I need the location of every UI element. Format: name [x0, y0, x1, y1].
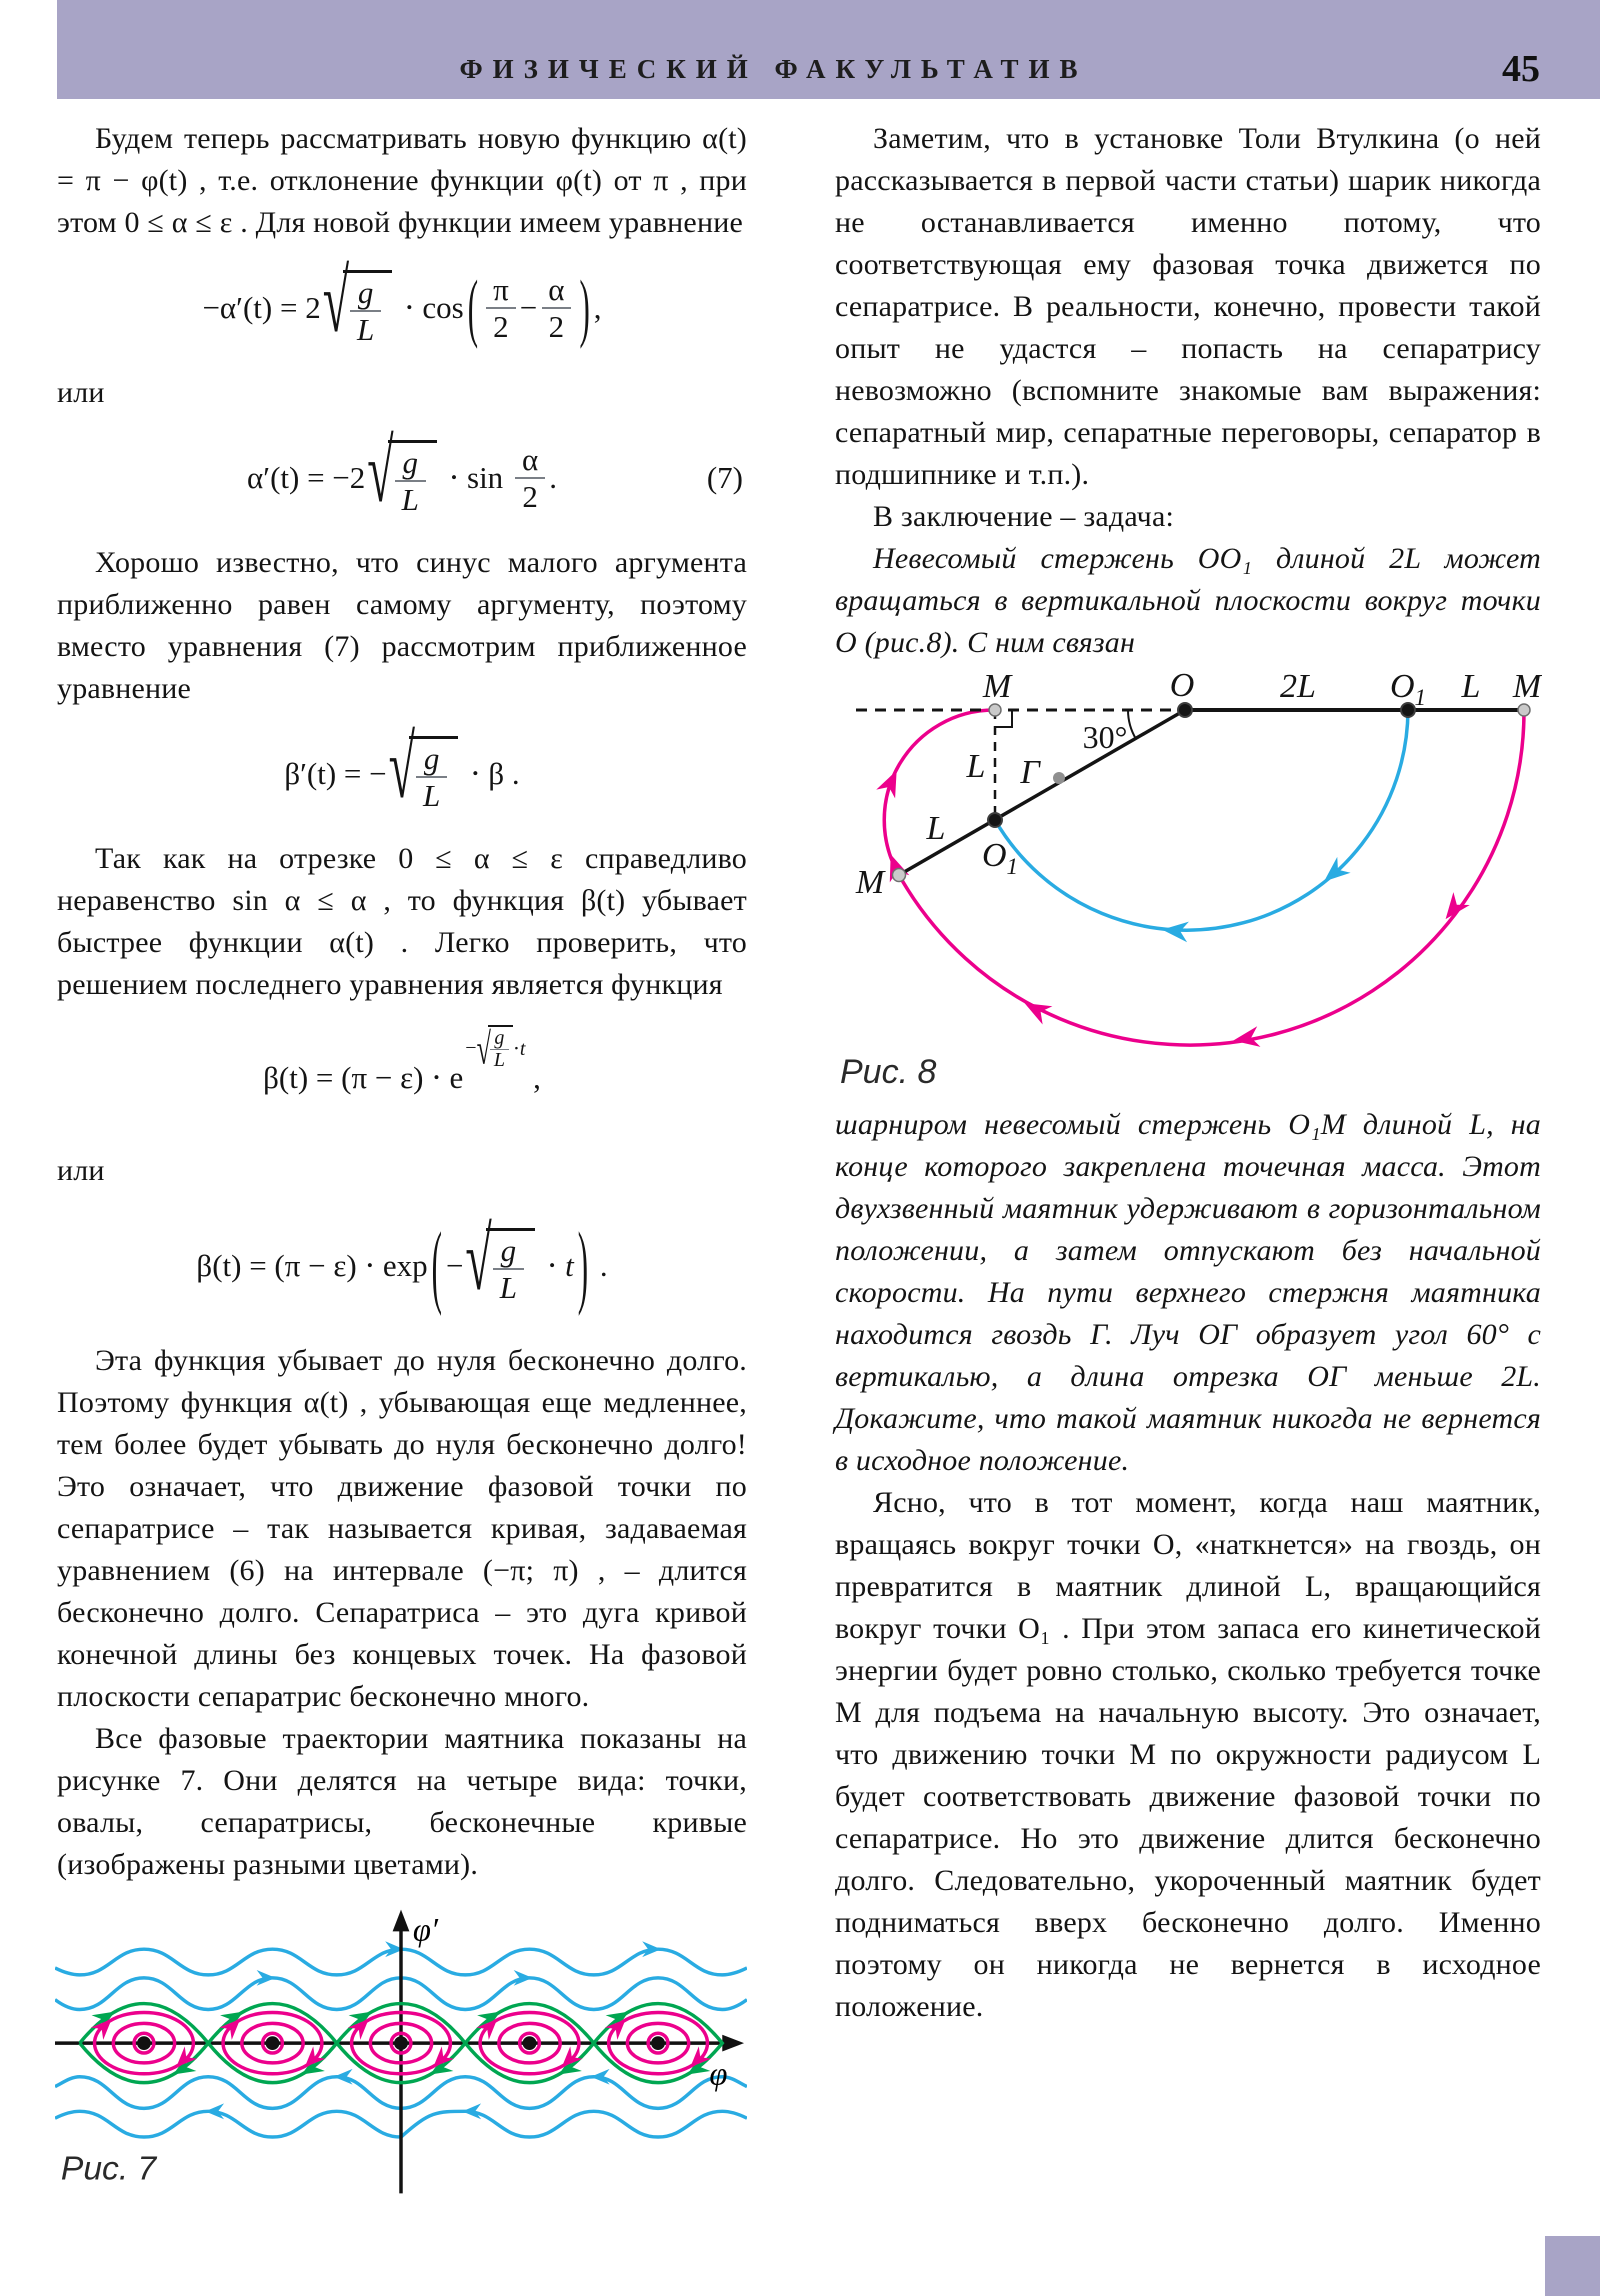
figure8-caption: Рис. 8 — [840, 1053, 937, 1091]
radical — [367, 423, 437, 522]
label-nail: Г — [1020, 754, 1040, 791]
math-token: ⋅t — [512, 1037, 526, 1060]
label-o: O — [1169, 670, 1195, 704]
page-number: 45 — [1502, 48, 1540, 90]
label-o1-top: $O_1$ — [1389, 670, 1427, 710]
paragraph: Хорошо известно, что синус малого аргумента приближенно равен самому аргументу, поэтому вместо уравнения (7) рассмотрим приближенное уравнение — [57, 546, 747, 705]
math-token: . — [511, 756, 520, 791]
math-token: ⋅ sin — [440, 460, 511, 495]
rod-inclined — [899, 710, 1185, 875]
figure8-labels — [855, 670, 1542, 901]
radical — [465, 1211, 535, 1310]
corner-decoration — [1545, 2236, 1600, 2296]
equation-1 — [57, 252, 747, 364]
radical — [322, 253, 393, 352]
math-token: L — [493, 1268, 524, 1304]
right-column — [835, 118, 1541, 2028]
math-token: g — [423, 740, 440, 776]
math-lhs: α′(t) = −2 — [247, 460, 366, 495]
math-token: π — [493, 271, 509, 307]
paragraph-intro: Будем теперь рассматривать новую функцию α(t) = π − φ(t) , т.е. отклонение функции φ(t) от π , при этом 0 ≤ α ≤ ε . Для новой функции имеем уравнение — [57, 122, 747, 239]
math-lhs: −α′(t) = 2 — [202, 290, 321, 325]
math-lhs: β′(t) = − — [284, 756, 387, 791]
label-l-rod: L — [926, 810, 946, 847]
trajectory-m-large-arc — [899, 710, 1524, 1045]
math-token: g — [500, 1232, 517, 1268]
math-token: g — [494, 1027, 505, 1049]
left-column — [57, 118, 747, 2202]
problem-statement-continued: шарниром невесомый стержень O₁M длиной L, на конце которого закреплена точечная масса. Этот двухзвенный маятник удерживают в горизонтальном положении, а затем отпускают без начальной скорости. На пути верхнего стержня маятника находится гвоздь Г. Луч ОГ образует угол 60° с вертикалью, а длина отрезка ОГ меньше 2L. Докажите, что такой маятник никогда не вернется в исходное положение. — [835, 1108, 1542, 1477]
nail-point — [1053, 772, 1065, 784]
math-token: ⋅ t — [539, 1248, 574, 1283]
radical-sign-icon: √ — [476, 1024, 491, 1074]
label-l-vertical: L — [966, 748, 986, 785]
math-token: 2 — [542, 307, 572, 343]
paragraph: Эта функция убывает до нуля бесконечно долго. Поэтому функция α(t) , убывающая еще медленнее, тем более будет убывать до нуля бесконечно долго! Это означает, что движение фазовой точки по сепаратрисе – так называется кривая, задаваемая уравнением (6) на интервале (−π; π) , – длится бесконечно долго. Сепаратриса – это дуга кривой конечной длины без концевых точек. На фазовой плоскости сепаратрис бесконечно много. — [57, 1344, 747, 1713]
math-token: , — [525, 1060, 541, 1095]
big-paren: ) — [577, 1212, 589, 1317]
y-axis-arrow-icon — [393, 1910, 410, 1932]
math-token: − — [519, 290, 538, 325]
math-token: 2 — [515, 477, 545, 513]
math-token: 2 — [486, 307, 516, 343]
section-title: ФИЗИЧЕСКИЙ ФАКУЛЬТАТИВ — [459, 54, 1088, 84]
math-token: − — [445, 1248, 464, 1283]
figure7-caption: Рис. 7 — [60, 2150, 157, 2188]
label-o1-low: $O_1$ — [981, 837, 1019, 879]
equation-beta-prime — [57, 718, 747, 830]
pivot-points — [988, 703, 1415, 827]
figure7-phase-portrait — [55, 1904, 747, 2202]
label-2l: 2L — [1280, 670, 1316, 705]
exponent — [465, 1024, 526, 1074]
math-token: ⋅ cos — [396, 290, 464, 325]
label-m-right: M — [1512, 670, 1542, 705]
label-m-top: M — [982, 670, 1012, 705]
radical-sign-icon: √ — [322, 253, 350, 352]
radical-sign-icon: √ — [367, 423, 394, 522]
paragraph: В заключение – задача: — [873, 500, 1175, 533]
equation-beta-exponent — [57, 1014, 747, 1142]
connector-word: или — [57, 1154, 105, 1187]
math-token: L — [350, 310, 381, 346]
trajectory-o1-arc — [995, 710, 1408, 930]
math-token: α — [521, 441, 539, 477]
problem-statement-start: Невесомый стержень OO₁ длиной 2L может вращаться в вертикальной плоскости вокруг точки O (рис.8). С ним связан — [835, 542, 1541, 659]
equation-7 — [57, 422, 747, 534]
math-token: − — [465, 1036, 477, 1059]
x-axis-arrow-icon — [722, 2035, 744, 2052]
label-angle: 30° — [1082, 719, 1128, 755]
math-token: . — [549, 460, 557, 495]
x-axis-label: φ — [709, 2056, 728, 2093]
equation-number: (7) — [706, 460, 743, 495]
radical-sign-icon: √ — [388, 719, 415, 818]
math-token: L — [490, 1049, 509, 1071]
big-paren: ) — [579, 263, 590, 350]
math-token: L — [416, 776, 447, 812]
radical-small — [476, 1024, 513, 1074]
math-token: ⋅ β — [462, 756, 512, 791]
paragraph: Все фазовые траектории маятника показаны на рисунке 7. Они делятся на четыре вида: точки, овалы, сепаратрисы, бесконечные кривые (изображены разными цветами). — [57, 1722, 747, 1881]
math-token: . — [592, 1248, 608, 1283]
math-token: , — [593, 290, 602, 325]
header-bar — [57, 0, 1600, 99]
paragraph: Заметим, что в установке Толи Втулкина (о ней рассказывается в первой части статьи) шарик никогда не останавливается именно потому, что соответствующая ему фазовая точка движется по сепаратрисе. В реальности, конечно, провести такой опыт не удастся – попасть на сепаратрису невозможно (вспомните знакомые вам выражения: сепаратный мир, сепаратные переговоры, сепаратор в подшипнике и т.п.). — [835, 122, 1541, 491]
math-lhs: β(t) = (π − ε) ⋅ exp — [196, 1248, 428, 1283]
math-lhs: β(t) = (π − ε) ⋅ e — [263, 1060, 464, 1095]
big-paren: ( — [467, 263, 479, 350]
paragraph: Так как на отрезке 0 ≤ α ≤ ε справедливо неравенство sin α ≤ α , то функция β(t) убывает быстрее функции α(t) . Легко проверить, что решением последнего уравнения является функция — [57, 842, 747, 1001]
label-l-top: L — [1461, 670, 1481, 705]
label-m-low: M — [855, 864, 885, 901]
math-token: α — [548, 271, 565, 307]
equation-beta-exp — [57, 1200, 747, 1332]
figure8-pendulum-diagram — [830, 670, 1542, 1100]
big-paren: ( — [431, 1212, 442, 1317]
math-token: g — [357, 274, 374, 310]
y-axis-label: φ′ — [412, 1912, 439, 1949]
magenta-arc-arrows — [876, 766, 1470, 1051]
paragraph-solution: Ясно, что в тот момент, когда наш маятник, вращаясь вокруг точки O, «наткнется» на гвоздь, он превратится в маятник длиной L, вращающийся вокруг точки O₁ . При этом запаса его кинетической энергии будет ровно столько, сколько требуется точке M для подъема на начальную высоту. Это означает, что движению точки M по окружности радиусом L будет соответствовать движение фазовой точки по сепаратрисе. Но это движение длится бесконечно долго. Следовательно, укороченный маятник будет подниматься вверх бесконечно долго. Именно поэтому он никогда не вернется в исходное положение. — [835, 1486, 1541, 2023]
radical-sign-icon: √ — [465, 1211, 492, 1310]
math-token: g — [402, 444, 419, 480]
connector-word: или — [57, 376, 105, 409]
radical — [388, 719, 459, 818]
angle-arc — [1128, 710, 1136, 739]
math-token: L — [395, 480, 426, 516]
